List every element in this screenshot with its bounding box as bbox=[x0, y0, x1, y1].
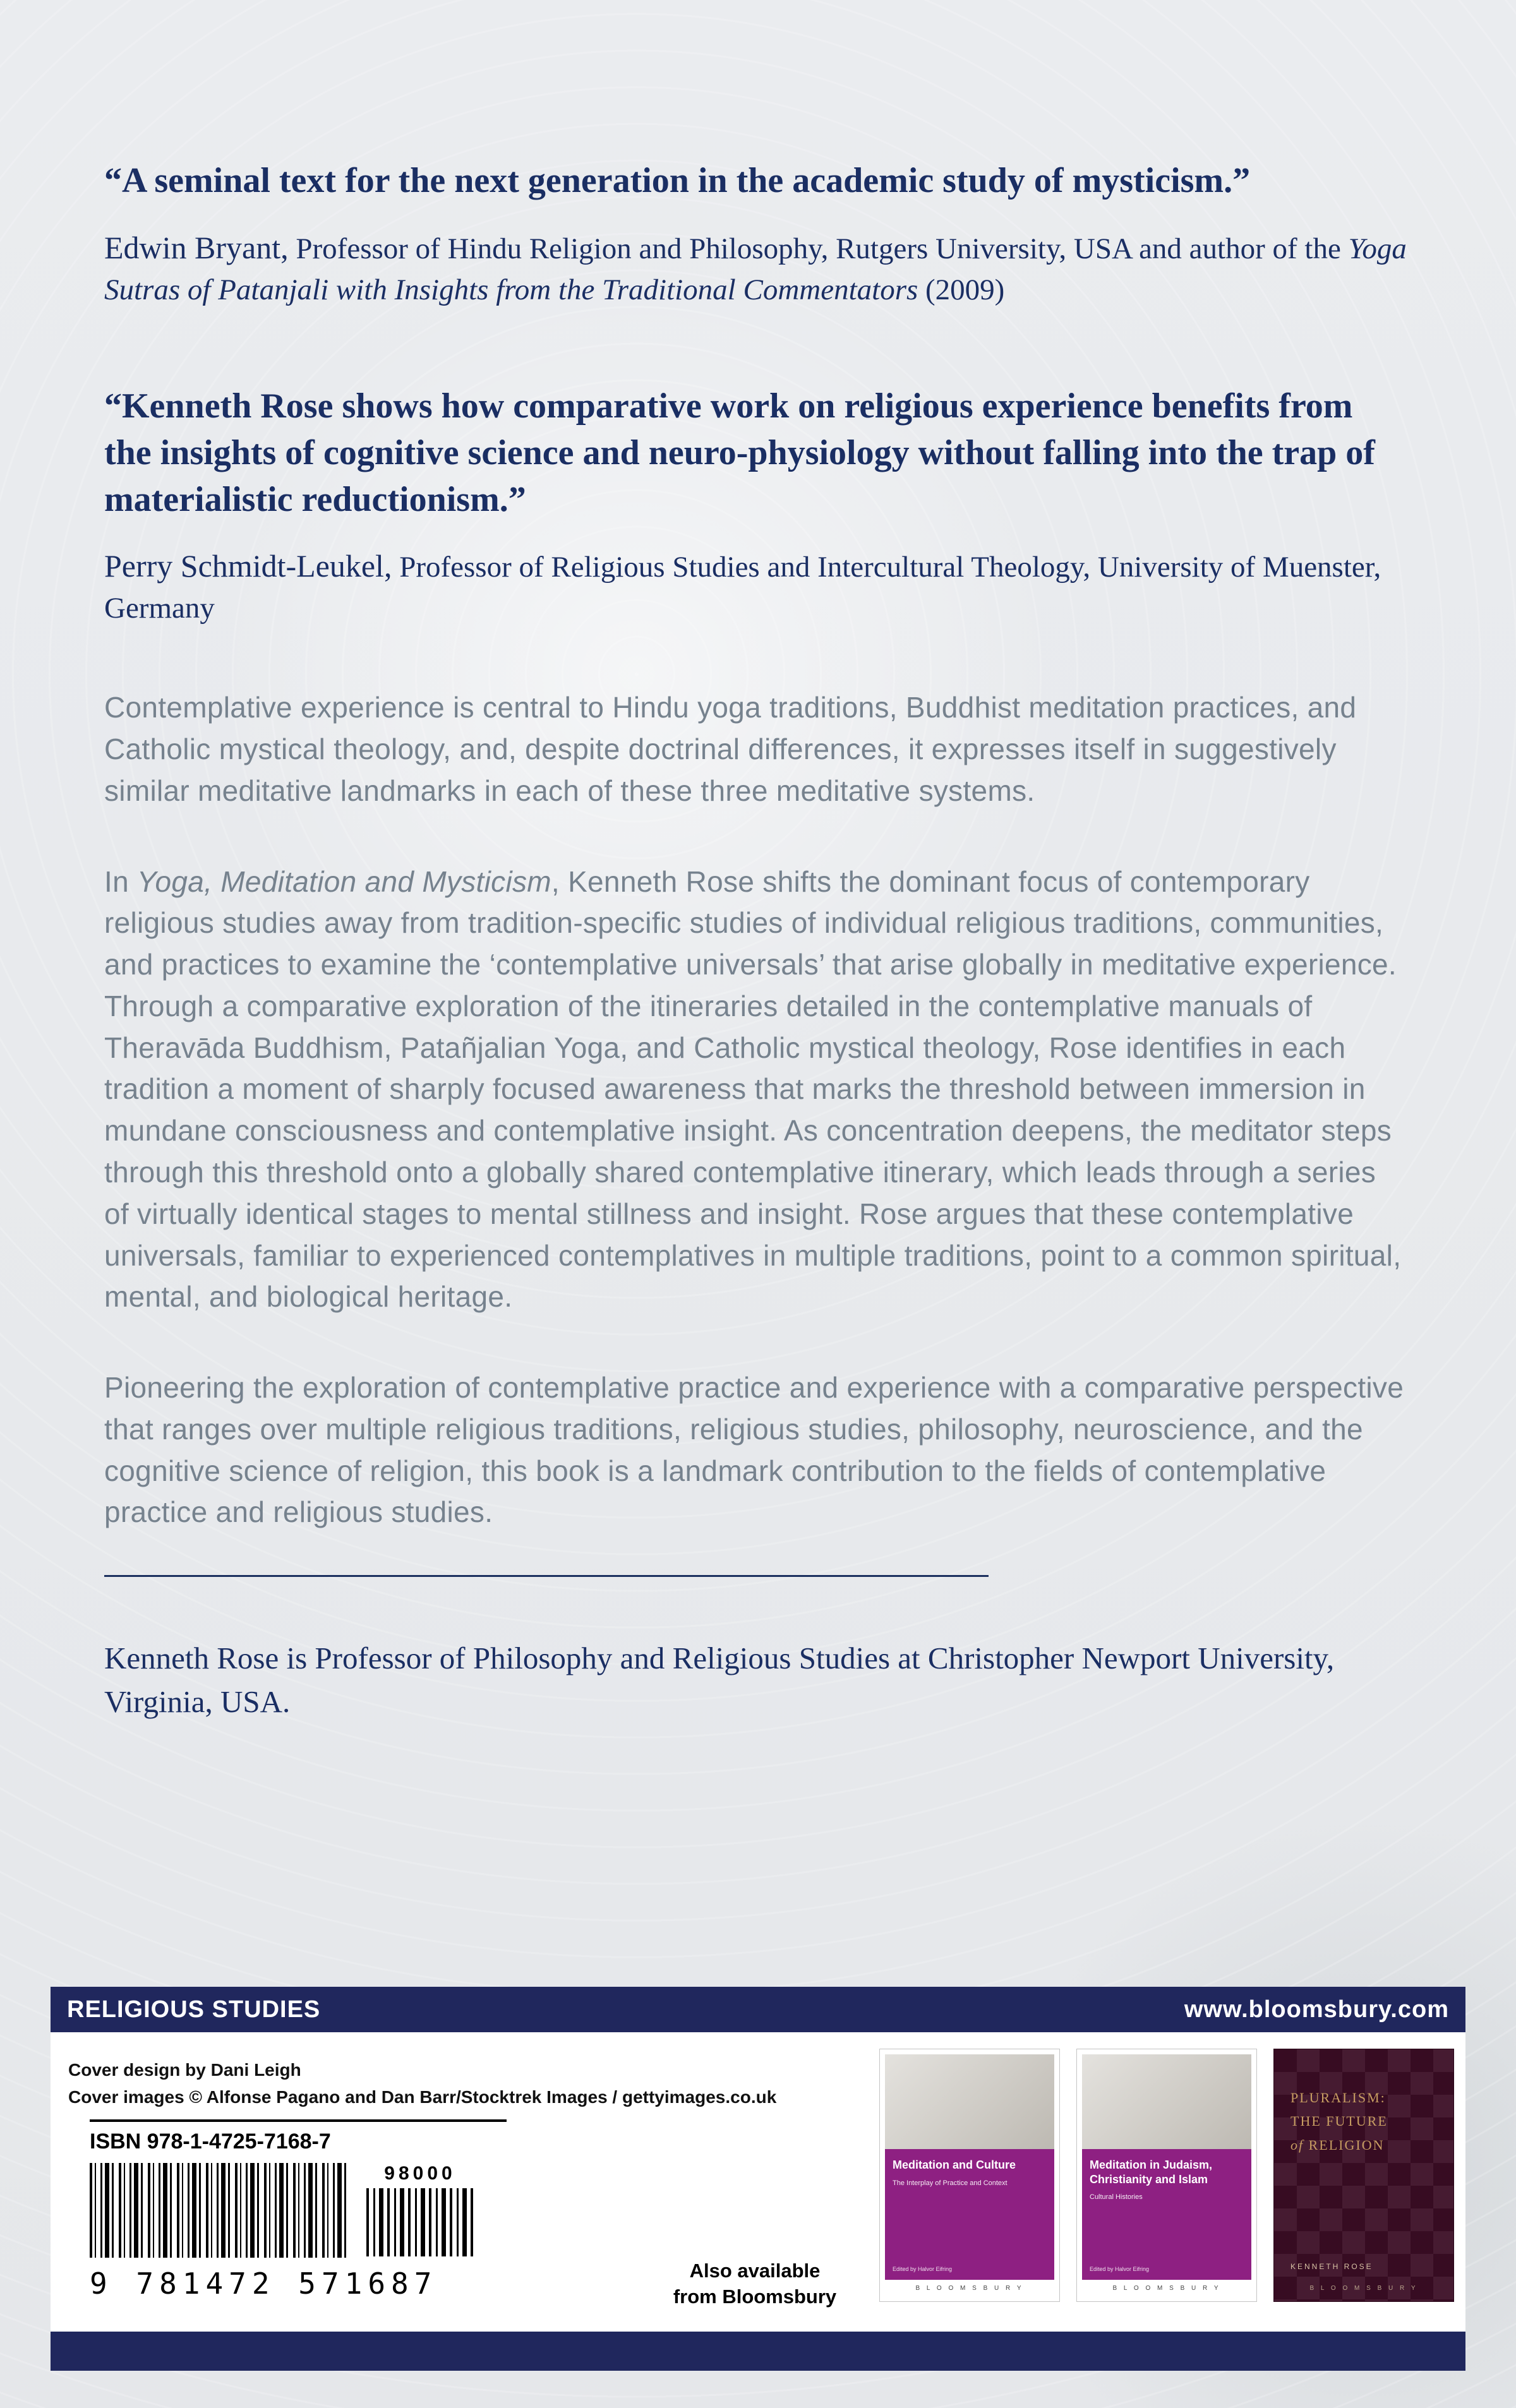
author-bio: Kenneth Rose is Professor of Philosophy and Religious Studies at Christopher Newport University, Virginia, USA. bbox=[104, 1641, 1335, 1719]
credit-images: Cover images © Alfonse Pagano and Dan Barr/Stocktrek Images / gettyimages.co.uk bbox=[68, 2087, 777, 2107]
title-line-1: PLURALISM: bbox=[1290, 2090, 1386, 2106]
title-line-3-rest: RELIGION bbox=[1304, 2136, 1385, 2153]
related-book-subtitle: The Interplay of Practice and Context bbox=[893, 2179, 1008, 2187]
related-books bbox=[879, 2049, 1454, 2302]
title-line-3-italic: of bbox=[1290, 2136, 1304, 2153]
barcode-supplement-bars bbox=[366, 2188, 474, 2256]
endorsement-quote-2: “Kenneth Rose shows how comparative work on religious experience benefits from the insights of cognitive science and neuro-physiology without falling into the trap of materialistic reductionism.” bbox=[104, 386, 1375, 519]
synopsis-paragraph-2 bbox=[104, 861, 1409, 1318]
reviewer-name-1: Edwin Bryant, bbox=[104, 229, 289, 265]
related-book-title: Meditation and Culture bbox=[893, 2159, 1016, 2171]
synopsis bbox=[104, 687, 1409, 1533]
synopsis-paragraph-1: Contemplative experience is central to Hindu yoga traditions, Buddhist meditation practices, and Catholic mystical theology, and, despite doctrinal differences, it expresses itself in suggestively similar meditative landmarks in each of these three meditative systems. bbox=[104, 691, 1357, 807]
related-book-title: Meditation in Judaism, Christianity and Islam bbox=[1090, 2159, 1213, 2186]
related-book-author: KENNETH ROSE bbox=[1290, 2262, 1373, 2271]
cover-credits bbox=[68, 2056, 776, 2111]
also-available-note bbox=[638, 2258, 872, 2310]
also-available-line-2: from Bloomsbury bbox=[673, 2285, 837, 2308]
cover-image-placeholder bbox=[885, 2054, 1054, 2149]
footer-panel bbox=[51, 2032, 1465, 2332]
category-label: RELIGIOUS STUDIES bbox=[67, 1996, 321, 2023]
book-title-inline: Yoga, Meditation and Mysticism bbox=[137, 865, 551, 898]
publisher-name: B L O O M S B U R Y bbox=[1309, 2284, 1418, 2292]
paragraph-body: , Kenneth Rose shifts the dominant focus of contemporary religious studies away from tradition-specific studies of individual religious traditions, communities, and practices to examine the ‘contemplative universals’ that arise globally in meditative experience. Through a comparative exploration of the itineraries detailed in the contemplative manuals of Theravāda Buddhism, Patañjalian Yoga, and Catholic mystical theology, Rose identifies in each tradition a moment of sharply focused awareness that marks the threshold between immersion in mundane consciousness and contemplative insight. As concentration deepens, the meditator steps through this threshold onto a globally shared contemplative itinerary, which leads through a series of virtually identical stages to mental stillness and insight. Rose argues that these contemplative universals, familiar to experienced contemplatives in multiple traditions, point to a common spiritual, mental, and biological heritage. bbox=[104, 865, 1402, 1314]
footer-top-bar bbox=[51, 1987, 1465, 2032]
endorsement-quote-1: “A seminal text for the next generation in the academic study of mysticism.” bbox=[104, 161, 1251, 200]
isbn-number: 9 781472 571687 bbox=[90, 2267, 438, 2301]
title-line-3 bbox=[1290, 2133, 1437, 2157]
divider bbox=[104, 1575, 989, 1577]
related-book-subtitle: Cultural Histories bbox=[1090, 2193, 1143, 2201]
endorsement-attribution-2 bbox=[104, 544, 1409, 629]
publisher-name: B L O O M S B U R Y bbox=[915, 2284, 1024, 2292]
related-book-cover-3 bbox=[1273, 2049, 1454, 2302]
cover-image-placeholder bbox=[1082, 2054, 1251, 2149]
related-book-title bbox=[1274, 2086, 1453, 2157]
reviewer-role-2: Professor of Religious Studies and Intercultural Theology, University of Muenster, Germany bbox=[104, 551, 1381, 625]
title-line-2: THE FUTURE bbox=[1290, 2113, 1388, 2129]
related-book-editor: Edited by Halvor Eifring bbox=[893, 2266, 953, 2273]
reviewer-role-1: Professor of Hindu Religion and Philosophy, Rutgers University, USA and author of the bbox=[288, 232, 1349, 265]
reviewer-name-2: Perry Schmidt-Leukel, bbox=[104, 548, 392, 584]
related-book-editor: Edited by Halvor Eifring bbox=[1090, 2266, 1150, 2273]
related-book-cover-2 bbox=[1076, 2049, 1257, 2302]
synopsis-paragraph-3: Pioneering the exploration of contemplative practice and experience with a comparative perspective that ranges over multiple religious traditions, religious studies, philosophy, neuroscience, and the cognitive science of religion, this book is a landmark contribution to the fields of contemplative practice and religious studies. bbox=[104, 1371, 1404, 1529]
isbn-block bbox=[90, 2119, 507, 2301]
cover-title-band bbox=[1082, 2149, 1251, 2280]
credit-design: Cover design by Dani Leigh bbox=[68, 2060, 301, 2080]
isbn-label: ISBN 978-1-4725-7168-7 bbox=[90, 2119, 507, 2154]
publisher-name: B L O O M S B U R Y bbox=[1112, 2284, 1221, 2292]
also-available-line-1: Also available bbox=[689, 2260, 821, 2282]
barcode-bars bbox=[90, 2163, 349, 2258]
footer-bottom-bar bbox=[51, 2332, 1465, 2371]
endorsement-attribution-1 bbox=[104, 226, 1409, 311]
paragraph-lead: In bbox=[104, 865, 138, 898]
barcode-supplement-number: 98000 bbox=[384, 2163, 456, 2184]
publisher-website: www.bloomsbury.com bbox=[1184, 1996, 1449, 2023]
barcode-supplement bbox=[366, 2163, 474, 2256]
related-book-cover-1 bbox=[879, 2049, 1060, 2302]
cover-title-band bbox=[885, 2149, 1054, 2280]
reviewer-work-year: (2009) bbox=[918, 273, 1005, 306]
barcode bbox=[90, 2163, 507, 2258]
reviewer-work-title: Yoga Sutras of Patanjali with Insights from the Traditional Commentators bbox=[104, 232, 1407, 306]
